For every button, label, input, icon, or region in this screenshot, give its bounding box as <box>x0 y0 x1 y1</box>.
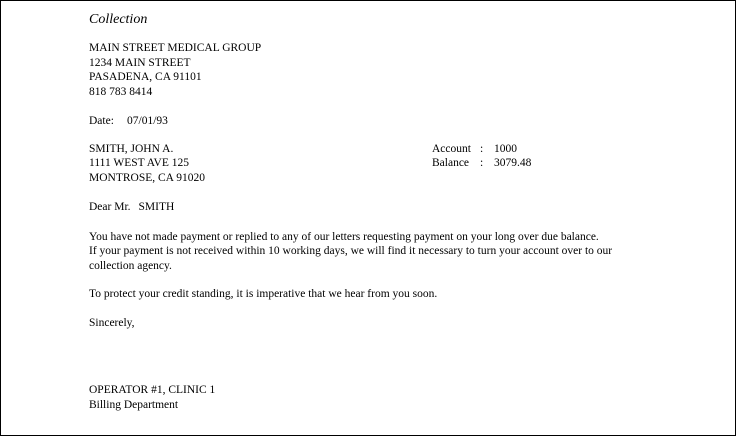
paragraph-1-line-2: If your payment is not received within 10 working days, we will find it necessary to turn your account over to our <box>89 245 613 257</box>
balance-value: 3079.48 <box>494 157 532 169</box>
recipient-street: 1111 WEST AVE 125 <box>89 157 189 169</box>
account-colon: : <box>480 142 484 155</box>
date-value: 07/01/93 <box>127 115 168 127</box>
salutation-greeting: Dear Mr. <box>89 201 131 213</box>
paragraph-1 <box>89 230 649 274</box>
sender-phone: 818 783 8414 <box>89 85 153 98</box>
sender-city: PASADENA, CA 91101 <box>89 71 202 83</box>
closing <box>89 316 709 331</box>
recipient-name: SMITH, JOHN A. <box>89 142 174 155</box>
recipient-city: MONTROSE, CA 91020 <box>89 171 205 184</box>
sender-street: 1234 MAIN STREET <box>89 56 191 69</box>
sender-name: MAIN STREET MEDICAL GROUP <box>89 42 262 54</box>
paragraph-2 <box>89 287 649 302</box>
account-summary <box>432 142 531 171</box>
letter-body <box>89 12 709 412</box>
closing-text: Sincerely, <box>89 316 135 329</box>
balance-line <box>432 156 531 171</box>
balance-label: Balance <box>432 157 470 169</box>
account-value: 1000 <box>494 142 517 155</box>
account-line <box>432 142 531 157</box>
date-label: Date: <box>89 115 114 127</box>
balance-colon: : <box>480 157 484 169</box>
paragraph-1-line-1: You have not made payment or replied to any of our letters requesting payment on your long over due balance. <box>89 230 599 243</box>
recipient-section <box>89 142 709 186</box>
paragraph-2-line-1: To protect your credit standing, it is imperative that we hear from you soon. <box>89 288 438 300</box>
letter-title: Collection <box>89 12 148 27</box>
signature-operator: OPERATOR #1, CLINIC 1 <box>89 384 216 396</box>
signature-block <box>89 383 709 412</box>
account-label: Account <box>432 142 471 155</box>
signature-department: Billing Department <box>89 398 179 411</box>
date-row <box>89 114 709 129</box>
salutation-name: SMITH <box>138 201 175 213</box>
sender-address <box>89 41 709 99</box>
salutation <box>89 200 709 215</box>
paragraph-1-line-3: collection agency. <box>89 259 172 272</box>
